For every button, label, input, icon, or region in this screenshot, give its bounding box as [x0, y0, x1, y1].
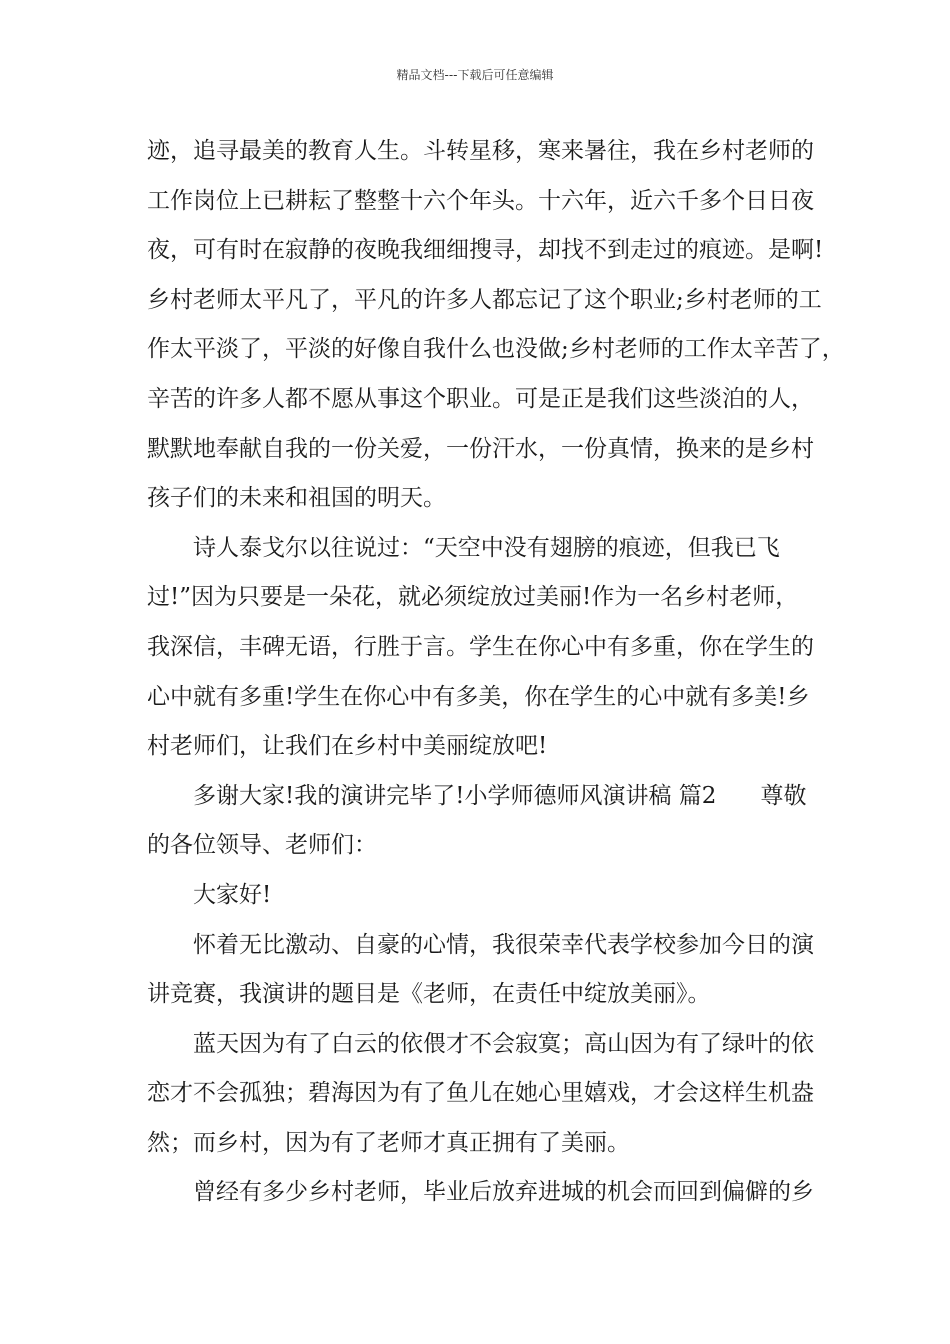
text-line: 工作岗位上已耕耘了整整十六个年头。十六年，近六千多个日日夜	[147, 187, 814, 214]
text-line: 怀着无比激动、自豪的心情，我很荣幸代表学校参加今日的演	[193, 931, 814, 958]
text-line: 孩子们的未来和祖国的明天。	[147, 485, 446, 512]
text-line: 乡村老师太平凡了，平凡的许多人都忘记了这个职业;乡村老师的工	[147, 286, 822, 313]
text-line: 恋才不会孤独；碧海因为有了鱼儿在她心里嬉戏，才会这样生机盎	[147, 1080, 814, 1107]
text-fragment: 尊敬	[760, 782, 807, 809]
text-line: 过!”因为只要是一朵花，就必须绽放过美丽!作为一名乡村老师，	[147, 584, 799, 611]
text-line: 心中就有多重!学生在你心中有多美，你在学生的心中就有多美!乡	[147, 683, 810, 710]
document-body	[147, 127, 845, 1218]
text-line	[147, 772, 817, 822]
text-line: 辛苦的许多人都不愿从事这个职业。可是正是我们这些淡泊的人，	[147, 385, 814, 412]
text-line: 村老师们，让我们在乡村中美丽绽放吧!	[147, 733, 548, 760]
text-line: 蓝天因为有了白云的依偎才不会寂寞；高山因为有了绿叶的依	[193, 1030, 814, 1057]
text-line: 默默地奉献自我的一份关爱，一份汗水，一份真情，换来的是乡村	[147, 435, 814, 462]
page-header: 精品文档---下载后可任意编辑	[396, 68, 554, 82]
text-line: 迹，追寻最美的教育人生。斗转星移，寒来暑往，我在乡村老师的	[147, 138, 814, 164]
text-line: 讲竞赛，我演讲的题目是《老师，在责任中绽放美丽》。	[147, 981, 711, 1008]
text-line: 我深信，丰碑无语，行胜于言。学生在你心中有多重，你在学生的	[147, 633, 814, 660]
text-line: 曾经有多少乡村老师，毕业后放弃进城的机会而回到偏僻的乡	[193, 1179, 814, 1206]
text-line: 作太平淡了，平淡的好像自我什么也没做;乡村老师的工作太辛苦了，	[147, 336, 845, 363]
text-line: 诗人泰戈尔以往说过：“天空中没有翅膀的痕迹，但我已飞	[193, 534, 780, 561]
text-line: 然；而乡村，因为有了老师才真正拥有了美丽。	[147, 1129, 630, 1156]
text-line: 的各位领导、老师们：	[147, 832, 377, 859]
section-heading: 多谢大家!我的演讲完毕了!小学师德师风演讲稿 篇2	[193, 782, 717, 809]
text-line: 夜，可有时在寂静的夜晚我细细搜寻，却找不到走过的痕迹。是啊!	[147, 237, 824, 264]
text-line: 大家好!	[193, 881, 272, 908]
